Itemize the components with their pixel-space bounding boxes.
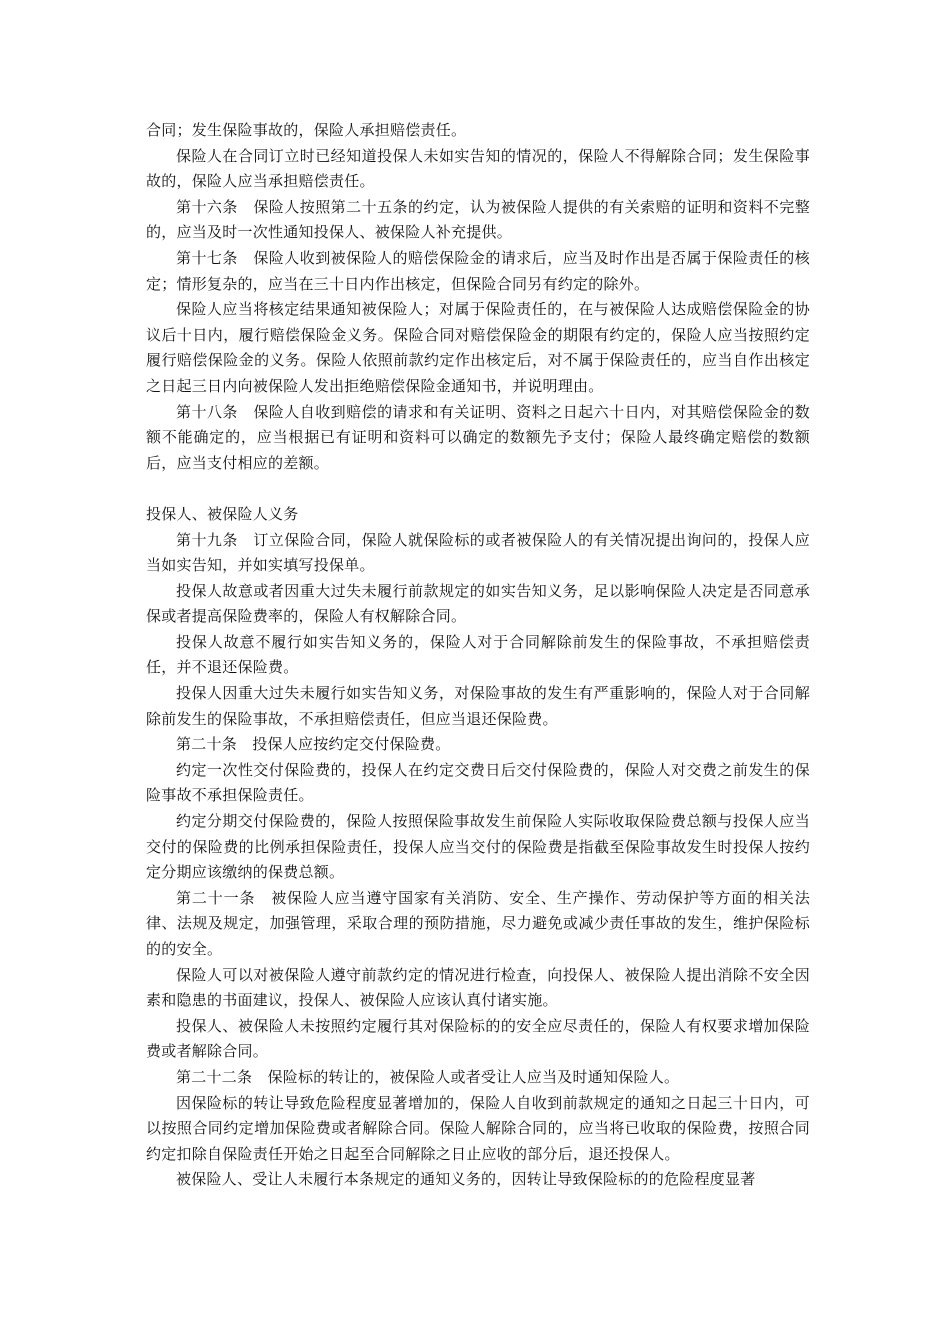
paragraph: 投保人故意或者因重大过失未履行前款规定的如实告知义务，足以影响保险人决定是否同意承保或者提高保险费率的，保险人有权解除合同。 (146, 581, 810, 626)
paragraph: 保险人应当将核定结果通知被保险人；对属于保险责任的，在与被保险人达成赔偿保险金的协议后十日内，履行赔偿保险金义务。保险合同对赔偿保险金的期限有约定的，保险人应当按照约定履行赔偿保险金的义务。保险人依照前款约定作出核定后，对不属于保险责任的，应当自作出核定之日起三日内向被保险人发出拒绝赔偿保险金通知书，并说明理由。 (146, 300, 810, 395)
paragraph: 第十八条 保险人自收到赔偿的请求和有关证明、资料之日起六十日内，对其赔偿保险金的数额不能确定的，应当根据已有证明和资料可以确定的数额先予支付；保险人最终确定赔偿的数额后，应当支付相应的差额。 (146, 402, 810, 472)
paragraph: 约定一次性交付保险费的，投保人在约定交费日后交付保险费的，保险人对交费之前发生的保险事故不承担保险责任。 (146, 760, 810, 805)
document-block-obligations (146, 528, 810, 1193)
paragraph: 保险人可以对被保险人遵守前款约定的情况进行检查，向投保人、被保险人提出消除不安全因素和隐患的书面建议，投保人、被保险人应该认真付诸实施。 (146, 965, 810, 1010)
paragraph: 第十九条 订立保险合同，保险人就保险标的或者被保险人的有关情况提出询问的，投保人应当如实告知，并如实填写投保单。 (146, 530, 810, 575)
paragraph: 被保险人、受让人未履行本条规定的通知义务的，因转让导致保险标的的危险程度显著 (176, 1170, 756, 1189)
paragraph: 第二十一条 被保险人应当遵守国家有关消防、安全、生产操作、劳动保护等方面的相关法律、法规及规定，加强管理，采取合理的预防措施，尽力避免或减少责任事故的发生，维护保险标的的安全。 (146, 888, 810, 958)
paragraph: 合同；发生保险事故的，保险人承担赔偿责任。 (146, 121, 467, 139)
paragraph: 投保人因重大过失未履行如实告知义务，对保险事故的发生有严重影响的，保险人对于合同解除前发生的保险事故，不承担赔偿责任，但应当退还保险费。 (146, 684, 810, 728)
paragraph: 约定分期交付保险费的，保险人按照保险事故发生前保险人实际收取保险费总额与投保人应当交付的保险费的比例承担保险责任，投保人应当交付的保险费是指截至保险事故发生时投保人按约定分期应该缴纳的保费总额。 (146, 812, 810, 882)
document-page (146, 118, 810, 1193)
paragraph: 第十六条 保险人按照第二十五条的约定，认为被保险人提供的有关索赔的证明和资料不完整的，应当及时一次性通知投保人、被保险人补充提供。 (146, 197, 810, 242)
document-block-claims (146, 118, 810, 476)
paragraph: 因保险标的转让导致危险程度显著增加的，保险人自收到前款规定的通知之日起三十日内，可以按照合同约定增加保险费或者解除合同。保险人解除合同的，应当将已收取的保险费，按照合同约定扣除自保险责任开始之日起至合同解除之日止应收的部分后，退还投保人。 (146, 1093, 810, 1163)
paragraph: 第二十二条 保险标的转让的，被保险人或者受让人应当及时通知保险人。 (176, 1067, 680, 1086)
paragraph: 投保人、被保险人未按照约定履行其对保险标的的安全应尽责任的，保险人有权要求增加保险费或者解除合同。 (146, 1016, 810, 1061)
paragraph: 第二十条 投保人应按约定交付保险费。 (176, 735, 451, 754)
paragraph: 投保人故意不履行如实告知义务的，保险人对于合同解除前发生的保险事故，不承担赔偿责任，并不退还保险费。 (146, 632, 810, 677)
paragraph: 保险人在合同订立时已经知道投保人未如实告知的情况的，保险人不得解除合同；发生保险事故的，保险人应当承担赔偿责任。 (146, 146, 810, 191)
section-gap (146, 476, 810, 502)
paragraph: 第十七条 保险人收到被保险人的赔偿保险金的请求后，应当及时作出是否属于保险责任的核定；情形复杂的，应当在三十日内作出核定，但保险合同另有约定的除外。 (146, 248, 810, 293)
section-heading: 投保人、被保险人义务 (146, 504, 299, 523)
